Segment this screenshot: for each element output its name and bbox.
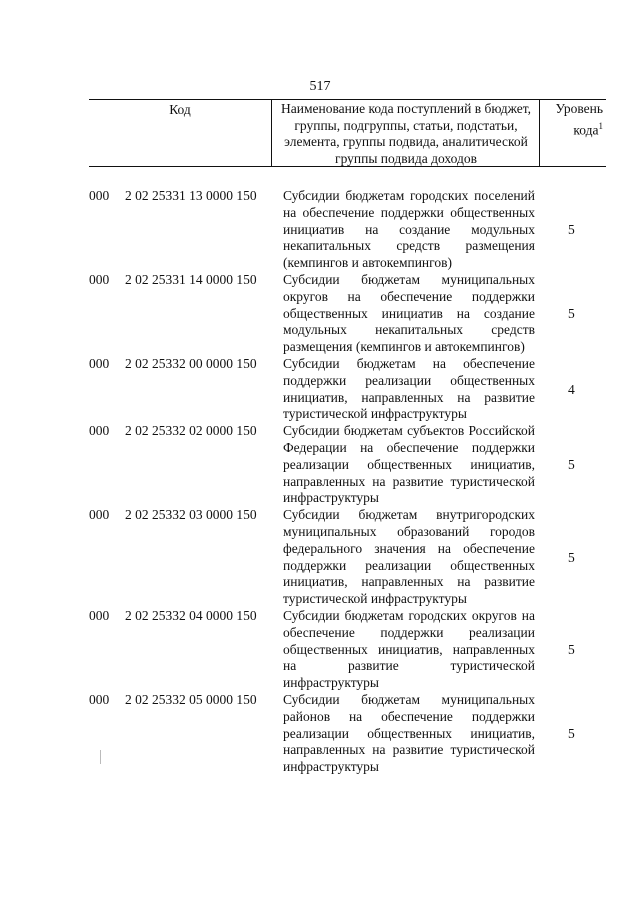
page-number: 517 bbox=[309, 79, 331, 94]
revenue-name: Субсидии бюджетам муниципальных округов на обеспечение поддержки общественных инициатив на создание модульных некапитальных средств размещения (кемпингов и автокемпингов) bbox=[283, 271, 535, 355]
code-level-value: 5 bbox=[568, 305, 575, 321]
header-code: Код bbox=[169, 102, 191, 117]
code-level-value: 5 bbox=[568, 221, 575, 237]
revenue-code: 2 02 25331 13 0000 150 bbox=[125, 188, 257, 203]
code-level-value: 5 bbox=[568, 725, 575, 741]
table-row bbox=[0, 608, 640, 692]
code-level bbox=[568, 423, 575, 507]
header-name: Наименование кода поступлений в бюджет, группы, подгруппы, статьи, подстатьи, элемента, группы подвида, аналитической группы подвида доходов bbox=[280, 101, 531, 166]
table-row bbox=[0, 507, 640, 608]
scan-mark bbox=[100, 750, 101, 764]
table-row bbox=[0, 356, 640, 423]
header-divider bbox=[271, 100, 272, 166]
admin-code: 000 bbox=[89, 188, 110, 203]
admin-code: 000 bbox=[89, 271, 110, 287]
revenue-code: 2 02 25332 03 0000 150 bbox=[125, 507, 257, 523]
code-level-value: 5 bbox=[568, 549, 575, 565]
code-level bbox=[568, 507, 575, 608]
revenue-name: Субсидии бюджетам муниципальных районов на обеспечение поддержки реализации общественных инициатив, направленных на развитие туристической инфраструктуры bbox=[283, 691, 535, 775]
revenue-name: Субсидии бюджетам городских округов на обеспечение поддержки реализации общественных инициатив, направленных на развитие туристической инфраструктуры bbox=[283, 607, 535, 691]
admin-code: 000 bbox=[89, 691, 110, 707]
code-level-value: 4 bbox=[568, 381, 575, 397]
revenue-code: 2 02 25332 05 0000 150 bbox=[125, 691, 257, 707]
header-level bbox=[541, 101, 603, 139]
admin-code: 000 bbox=[89, 423, 110, 439]
revenue-code: 2 02 25332 00 0000 150 bbox=[125, 355, 257, 371]
revenue-code: 2 02 25331 14 0000 150 bbox=[125, 271, 257, 287]
revenue-name: Субсидии бюджетам на обеспечение поддержки реализации общественных инициатив, направленных на развитие туристической инфраструктуры bbox=[283, 355, 535, 422]
header-divider bbox=[539, 100, 540, 166]
table-row bbox=[0, 188, 640, 272]
revenue-code: 2 02 25332 02 0000 150 bbox=[125, 423, 257, 439]
header-level-footnote: 1 bbox=[598, 120, 603, 131]
code-level bbox=[568, 356, 575, 423]
revenue-name: Субсидии бюджетам субъектов Российской Федерации на обеспечение поддержки реализации общественных инициатив, направленных на развитие туристической инфраструктуры bbox=[283, 423, 535, 506]
table-row bbox=[0, 692, 640, 776]
code-level bbox=[568, 272, 575, 356]
table-row bbox=[0, 423, 640, 507]
code-level bbox=[568, 188, 575, 272]
code-level bbox=[568, 608, 575, 692]
revenue-name: Субсидии бюджетам внутригородских муниципальных образований городов федерального значения на обеспечение поддержки реализации общественных инициатив, направленных на развитие туристической инфраструктуры bbox=[283, 507, 535, 607]
table-body bbox=[0, 188, 640, 776]
admin-code: 000 bbox=[89, 607, 110, 623]
code-level-value: 5 bbox=[568, 457, 575, 473]
admin-code: 000 bbox=[89, 507, 110, 523]
code-level-value: 5 bbox=[568, 641, 575, 657]
code-level bbox=[568, 692, 575, 776]
table-header bbox=[89, 99, 606, 167]
revenue-name: Субсидии бюджетам городских поселений на обеспечение поддержки общественных инициатив на создание модульных некапитальных средств размещения (кемпингов и автокемпингов) bbox=[283, 188, 535, 271]
header-level-text: Уровень кода bbox=[555, 101, 603, 137]
table-row bbox=[0, 272, 640, 356]
revenue-code: 2 02 25332 04 0000 150 bbox=[125, 607, 257, 623]
admin-code: 000 bbox=[89, 355, 110, 371]
